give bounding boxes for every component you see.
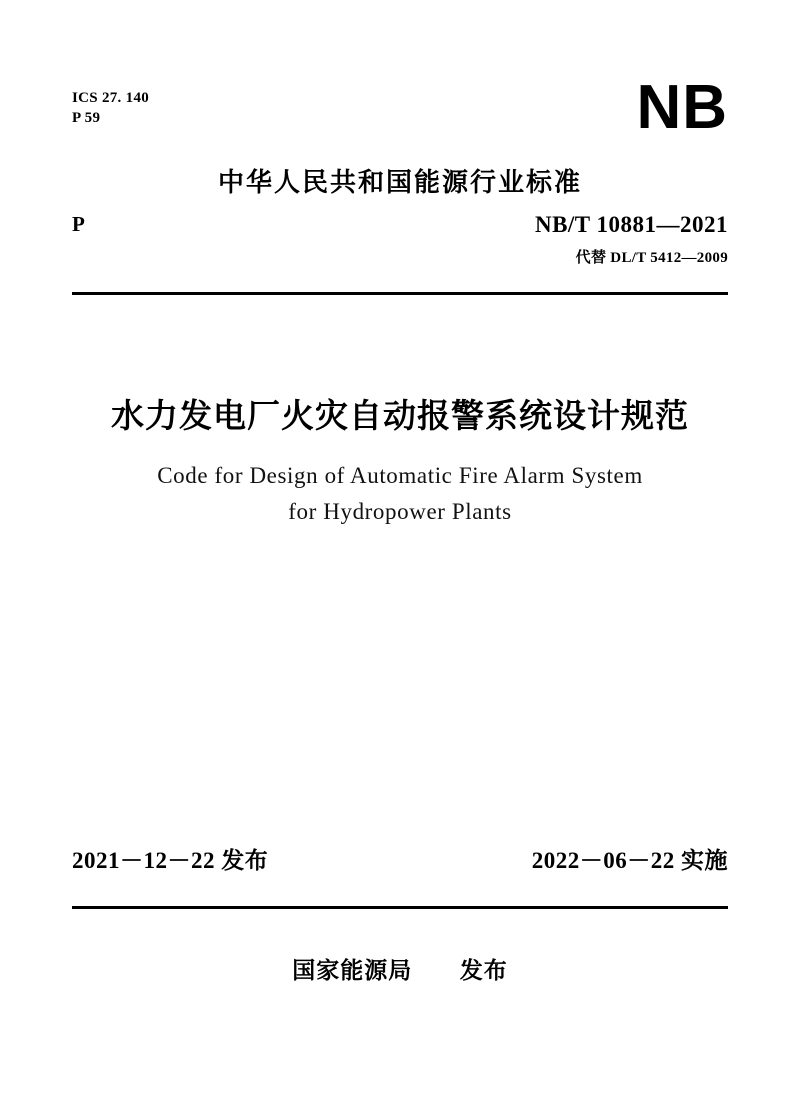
ics-block [72, 88, 149, 129]
code-block [535, 212, 728, 267]
category-number: P 59 [72, 110, 101, 127]
title-chinese: 水力发电厂火灾自动报警系统设计规范 [111, 399, 689, 435]
issuing-authority-line: 中华人民共和国能源行业标准 [217, 168, 582, 197]
title-english-line1: Code for Design of Automatic Fire Alarm System [157, 463, 643, 488]
ics-number: ICS 27. 140 [72, 90, 150, 106]
dates-row [72, 842, 728, 875]
title-english [0, 458, 800, 529]
footer-issuer [0, 952, 800, 985]
header-row [72, 73, 728, 142]
standard-code: NB/T 10881—2021 [534, 212, 728, 237]
divider-top [72, 292, 728, 295]
issuer-action: 发布 [459, 958, 508, 983]
replaced-standard: 代替 DL/T 5412—2009 [575, 250, 728, 266]
publish-date: 2021－12－22 发布 [72, 848, 269, 873]
divider-bottom [72, 906, 728, 909]
implementation-date: 2022－06－22 实施 [531, 848, 728, 873]
category-letter: P [72, 212, 85, 236]
title-english-line2: for Hydropower Plants [288, 498, 512, 524]
issuer-organization: 国家能源局 [292, 958, 413, 983]
code-row [72, 212, 728, 267]
nb-logo: NB [636, 73, 728, 142]
